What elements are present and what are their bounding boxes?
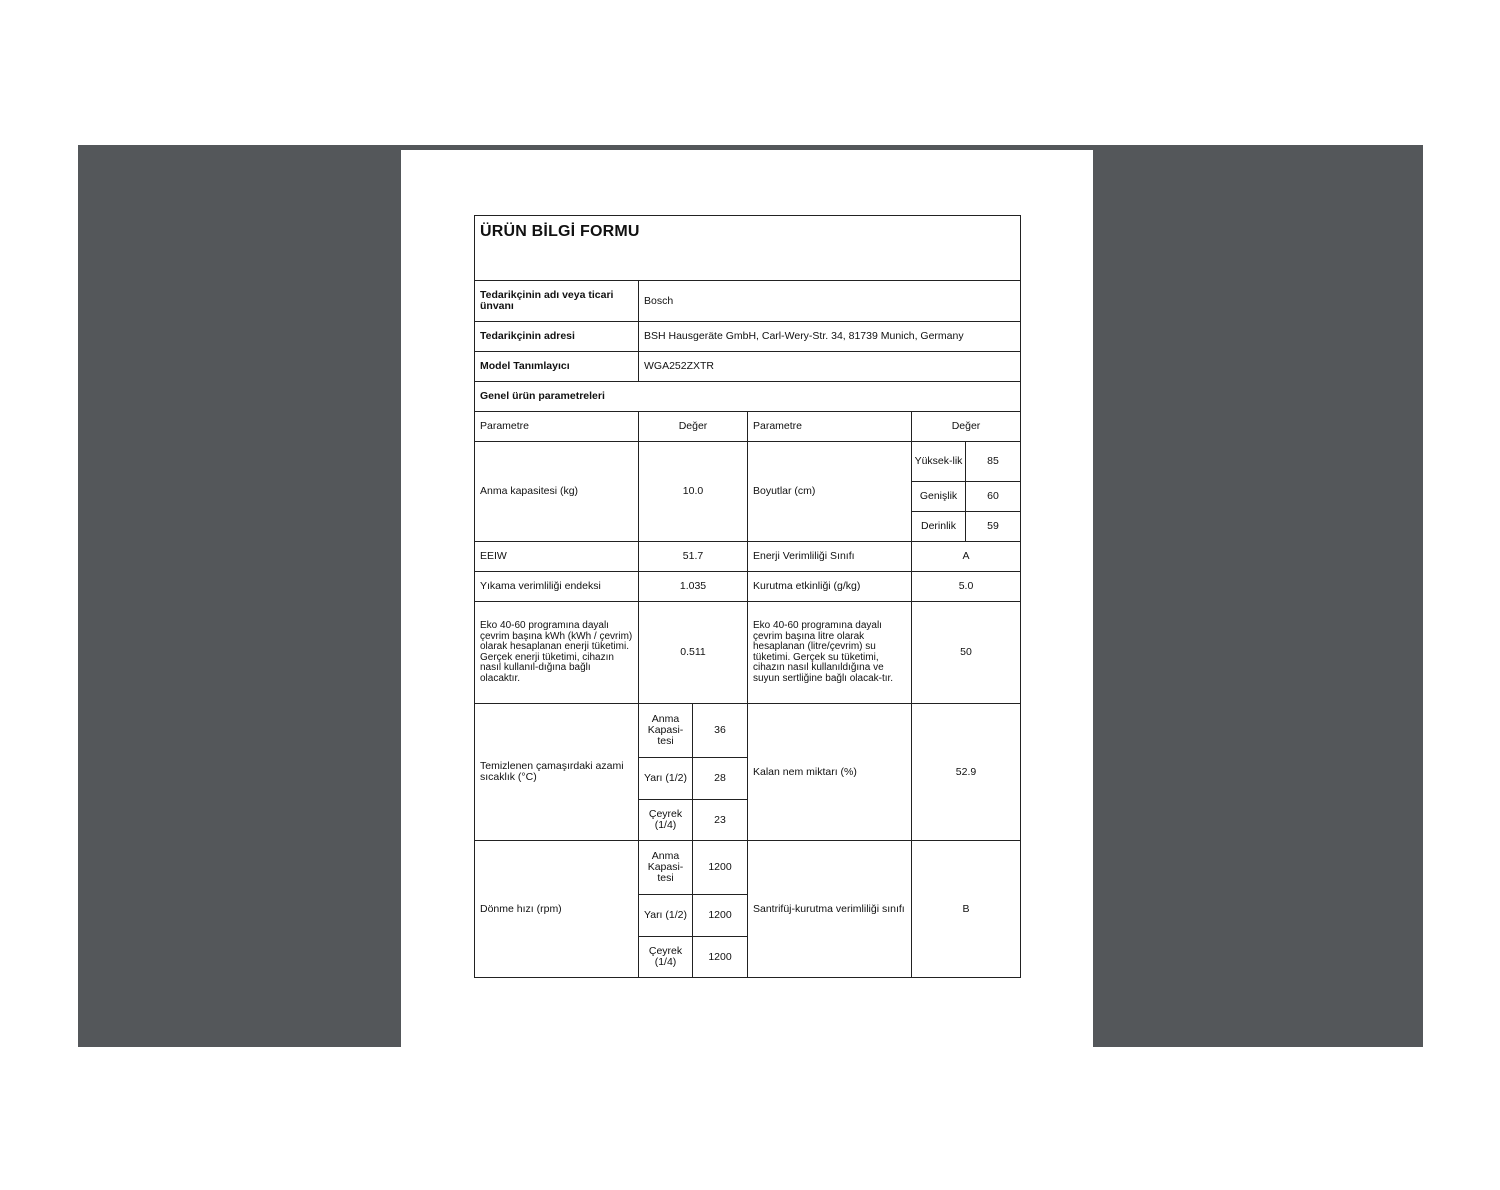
water-consumption-value: 50 — [912, 602, 1021, 704]
drying-efficiency-value: 5.0 — [912, 572, 1021, 602]
washing-index-value: 1.035 — [639, 572, 748, 602]
supplier-name-label: Tedarikçinin adı veya ticari ünvanı — [475, 281, 639, 322]
spin-quarter-value: 1200 — [693, 937, 748, 978]
depth-value: 59 — [966, 512, 1021, 542]
header-param-2: Parametre — [748, 412, 912, 442]
model-value: WGA252ZXTR — [639, 352, 1021, 382]
spin-rated-value: 1200 — [693, 841, 748, 895]
water-consumption-label: Eko 40-60 programına dayalı çevrim başına litre olarak hesaplanan (litre/çevrim) su tüketimi. Gerçek su tüketimi, cihazın nasıl kullanıldığına ve suyun sertliğine bağlı olacak-tır. — [748, 602, 912, 704]
supplier-name-value: Bosch — [639, 281, 1021, 322]
header-value-1: Değer — [639, 412, 748, 442]
height-value: 85 — [966, 442, 1021, 482]
height-label: Yüksek-lik — [912, 442, 966, 482]
header-param-1: Parametre — [475, 412, 639, 442]
general-params-heading: Genel ürün parametreleri — [475, 382, 1021, 412]
energy-consumption-value: 0.511 — [639, 602, 748, 704]
product-info-form-table — [474, 215, 1021, 978]
temp-quarter-label: Çeyrek (1/4) — [639, 800, 693, 841]
temp-rated-label: Anma Kapasi-tesi — [639, 704, 693, 758]
drying-efficiency-label: Kurutma etkinliği (g/kg) — [748, 572, 912, 602]
spin-class-value: B — [912, 841, 1021, 978]
energy-class-value: A — [912, 542, 1021, 572]
energy-consumption-label: Eko 40-60 programına dayalı çevrim başına kWh (kWh / çevrim) olarak hesaplanan enerji tüketimi. Gerçek enerji tüketimi, cihazın nasıl kullanıl-dığına bağlı olacaktır. — [475, 602, 639, 704]
width-value: 60 — [966, 482, 1021, 512]
eeiw-label: EEIW — [475, 542, 639, 572]
spin-half-value: 1200 — [693, 895, 748, 937]
max-temperature-label: Temizlenen çamaşırdaki azami sıcaklık (°C) — [475, 704, 639, 841]
washing-index-label: Yıkama verimliliği endeksi — [475, 572, 639, 602]
form-title: ÜRÜN BİLGİ FORMU — [475, 216, 1021, 281]
spin-rated-label: Anma Kapasi-tesi — [639, 841, 693, 895]
supplier-address-label: Tedarikçinin adresi — [475, 322, 639, 352]
energy-class-label: Enerji Verimliliği Sınıfı — [748, 542, 912, 572]
temp-half-value: 28 — [693, 758, 748, 800]
spin-half-label: Yarı (1/2) — [639, 895, 693, 937]
dimensions-label: Boyutlar (cm) — [748, 442, 912, 542]
spin-speed-label: Dönme hızı (rpm) — [475, 841, 639, 978]
temp-quarter-value: 23 — [693, 800, 748, 841]
depth-label: Derinlik — [912, 512, 966, 542]
supplier-address-value: BSH Hausgeräte GmbH, Carl-Wery-Str. 34, 81739 Munich, Germany — [639, 322, 1021, 352]
spin-class-label: Santrifüj-kurutma verimliliği sınıfı — [748, 841, 912, 978]
moisture-label: Kalan nem miktarı (%) — [748, 704, 912, 841]
width-label: Genişlik — [912, 482, 966, 512]
temp-rated-value: 36 — [693, 704, 748, 758]
eeiw-value: 51.7 — [639, 542, 748, 572]
spin-quarter-label: Çeyrek (1/4) — [639, 937, 693, 978]
capacity-value: 10.0 — [639, 442, 748, 542]
document-page — [401, 150, 1093, 1047]
model-label: Model Tanımlayıcı — [475, 352, 639, 382]
capacity-label: Anma kapasitesi (kg) — [475, 442, 639, 542]
temp-half-label: Yarı (1/2) — [639, 758, 693, 800]
header-value-2: Değer — [912, 412, 1021, 442]
moisture-value: 52.9 — [912, 704, 1021, 841]
